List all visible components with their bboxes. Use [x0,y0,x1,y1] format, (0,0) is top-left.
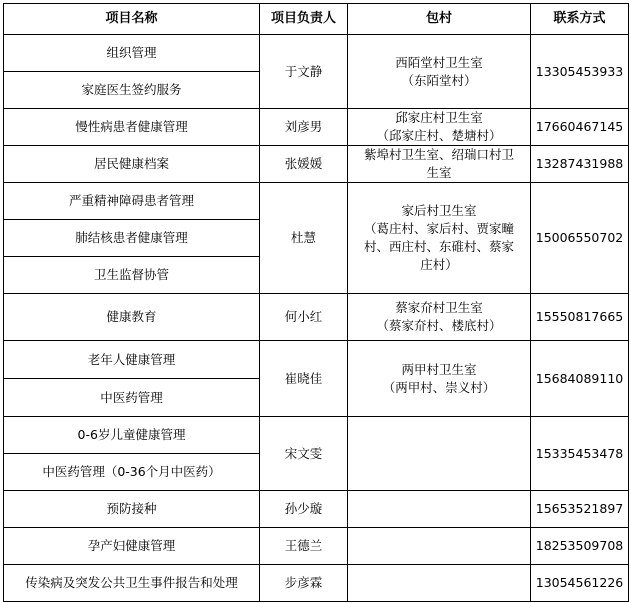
project-name: 孕产妇健康管理 [4,528,260,565]
village-line: 两甲村卫生室 [401,361,477,377]
project-name: 预防接种 [4,491,260,528]
header-lead: 项目负责人 [260,4,348,35]
project-name: 卫生监督协管 [4,257,260,294]
project-lead: 宋文雯 [260,417,348,491]
phone-number: 15006550702 [531,183,629,294]
village-cell [348,417,531,491]
table-row [4,341,629,379]
project-name: 健康教育 [4,294,260,341]
table-row [4,417,629,454]
header-village: 包村 [348,4,531,35]
phone-number: 15684089110 [531,341,629,417]
project-lead: 刘彦男 [260,109,348,146]
village-line: 西陌堂村卫生室 [395,54,483,70]
table-row [4,146,629,183]
village-cell [348,109,531,146]
table-row [4,35,629,72]
project-name: 老年人健康管理 [4,341,260,379]
phone-number: 13287431988 [531,146,629,183]
header-project: 项目名称 [4,4,260,35]
village-cell [348,294,531,341]
table-row [4,491,629,528]
table-row [4,109,629,146]
phone-number: 17660467145 [531,109,629,146]
project-lead: 王德兰 [260,528,348,565]
project-name: 中医药管理（0-36个月中医药） [4,454,260,491]
table-row [4,294,629,341]
village-cell [348,565,531,602]
village-cell [348,146,531,183]
village-line: 邱家庄村卫生室 [395,110,483,125]
village-line: （蔡家夼村、楼底村） [376,318,502,333]
phone-number: 15550817665 [531,294,629,341]
project-lead: 孙少璇 [260,491,348,528]
village-line: （东陌堂村） [401,72,477,88]
project-name: 传染病及突发公共卫生事件报告和处理 [4,565,260,602]
village-cell [348,341,531,417]
village-line: 蔡家夼村卫生室 [395,300,483,315]
village-line: （葛庄村、家后村、贾家疃 [363,221,514,236]
village-line: 生室 [426,165,452,180]
village-line: （两甲村、崇义村） [382,379,496,395]
phone-number: 15335453478 [531,417,629,491]
project-name: 0-6岁儿童健康管理 [4,417,260,454]
village-line: 村、西庄村、东碓村、蔡家 [363,239,514,254]
project-lead: 步彦霖 [260,565,348,602]
table-row [4,183,629,220]
village-line: 家后村卫生室 [401,203,477,218]
village-line: 紫埠村卫生室、绍瑞口村卫 [363,147,514,162]
project-name: 居民健康档案 [4,146,260,183]
project-name: 家庭医生签约服务 [4,72,260,109]
phone-number: 13054561226 [531,565,629,602]
project-name: 肺结核患者健康管理 [4,220,260,257]
project-lead: 何小红 [260,294,348,341]
project-lead: 张媛媛 [260,146,348,183]
table-row [4,528,629,565]
project-name: 慢性病患者健康管理 [4,109,260,146]
village-line: 庄村） [420,257,458,272]
project-name: 组织管理 [4,35,260,72]
phone-number: 15653521897 [531,491,629,528]
village-line: （邱家庄村、楚塘村） [376,128,502,143]
table-row [4,565,629,602]
phone-number: 13305453933 [531,35,629,109]
phone-number: 18253509708 [531,528,629,565]
header-row [4,4,629,35]
village-cell [348,183,531,294]
village-cell [348,35,531,109]
project-lead: 于文静 [260,35,348,109]
project-lead: 崔晓佳 [260,341,348,417]
header-contact: 联系方式 [531,4,629,35]
responsibility-table [3,3,629,602]
project-name: 严重精神障碍患者管理 [4,183,260,220]
village-cell [348,528,531,565]
project-name: 中医药管理 [4,379,260,417]
village-cell [348,491,531,528]
project-lead: 杜慧 [260,183,348,294]
